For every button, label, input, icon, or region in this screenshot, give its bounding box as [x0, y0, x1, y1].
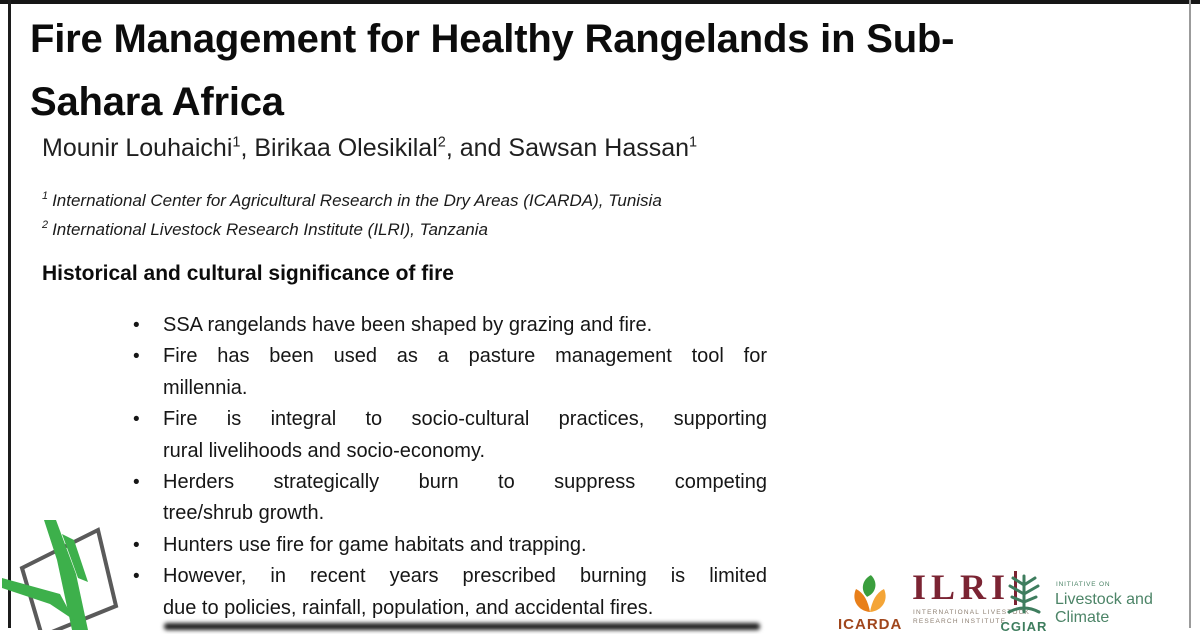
bullet-item [133, 561, 767, 624]
affiliation-2-mark: 2 [42, 219, 49, 232]
author-2-affiliation-mark: 2 [437, 134, 446, 151]
bullet-line: tree/shrub growth. [163, 502, 325, 525]
icarda-logo-icon [848, 574, 892, 614]
slide-title [30, 8, 1170, 134]
bullet-text [163, 561, 767, 624]
bullet-item [133, 530, 767, 561]
clipped-text-line-top [164, 623, 760, 630]
bullet-text [163, 530, 767, 561]
icarda-wordmark: ICARDA [838, 616, 903, 633]
bullet-marker: • [133, 315, 140, 336]
ilri-wordmark-text: ILRI [912, 567, 1011, 607]
affiliation-1-text: International Center for Agricultural Research in the Dry Areas (ICARDA), Tunisia [52, 191, 662, 210]
affiliation-1-mark: 1 [42, 190, 49, 203]
author-3-affiliation-mark: 1 [689, 134, 698, 151]
bullet-line: due to policies, rainfall, population, and accidental fires. [163, 596, 654, 619]
bullet-item [133, 310, 767, 341]
bullet-marker: • [133, 472, 140, 494]
ilri-subtitle-line2: RESEARCH INSTITUTE [913, 617, 1007, 625]
bullet-item [133, 341, 767, 404]
slide-top-border [0, 0, 1200, 4]
bullet-text [163, 341, 767, 404]
icarda-leaf [861, 574, 877, 598]
bullet-line: However, in recent years prescribed burning is limited [163, 565, 767, 588]
bullet-line: SSA rangelands have been shaped by grazing and fire. [163, 314, 653, 336]
bullet-line: Herders strategically burn to suppress competing [163, 471, 767, 494]
bullet-line: Fire has been used as a pasture management tool for [163, 345, 767, 368]
affiliation-2 [42, 215, 662, 244]
initiative-kicker: INITIATIVE ON [1056, 581, 1111, 588]
bullet-line: Hunters use fire for game habitats and trapping. [163, 533, 587, 556]
bullet-line: Fire is integral to socio-cultural practices, supporting [163, 408, 767, 431]
bullet-text [163, 404, 767, 467]
slide-title-line1: Fire Management for Healthy Rangelands in Sub- [30, 17, 955, 61]
rangeland-society-logo-icon [2, 518, 130, 630]
affiliations [42, 186, 662, 244]
bullet-item [133, 467, 767, 530]
cgiar-tree-mark [1009, 576, 1039, 612]
bullet-item [133, 404, 767, 467]
author-1: Mounir Louhaichi [42, 134, 233, 162]
cgiar-logo-icon [1002, 568, 1046, 616]
bullet-marker: • [133, 409, 140, 431]
bullet-marker: • [133, 346, 140, 368]
bullet-line: rural livelihoods and socio-economy. [163, 439, 486, 462]
author-2: , Birikaa Olesikilal [240, 134, 438, 162]
bullet-marker: • [133, 566, 140, 588]
affiliation-1 [42, 186, 662, 215]
slide-right-border [1189, 0, 1191, 628]
slide-title-line2: Sahara Africa [30, 80, 284, 124]
initiative-title: Livestock and Climate [1055, 591, 1153, 626]
ilri-subtitle-line1: INTERNATIONAL LIVESTOCK [913, 609, 1031, 616]
affiliation-2-text: International Livestock Research Institute (ILRI), Tanzania [52, 220, 488, 239]
bullet-text [163, 467, 767, 530]
bullet-text [163, 310, 767, 341]
author-1-affiliation-mark: 1 [232, 134, 241, 151]
cgiar-wordmark: CGIAR [1000, 619, 1048, 634]
authors-line [42, 134, 697, 163]
bullet-line: millennia. [163, 376, 248, 399]
bullet-list [133, 310, 767, 624]
section-heading: Historical and cultural significance of fire [42, 262, 454, 285]
author-3: , and Sawsan Hassan [445, 134, 690, 162]
bullet-marker: • [133, 534, 140, 556]
